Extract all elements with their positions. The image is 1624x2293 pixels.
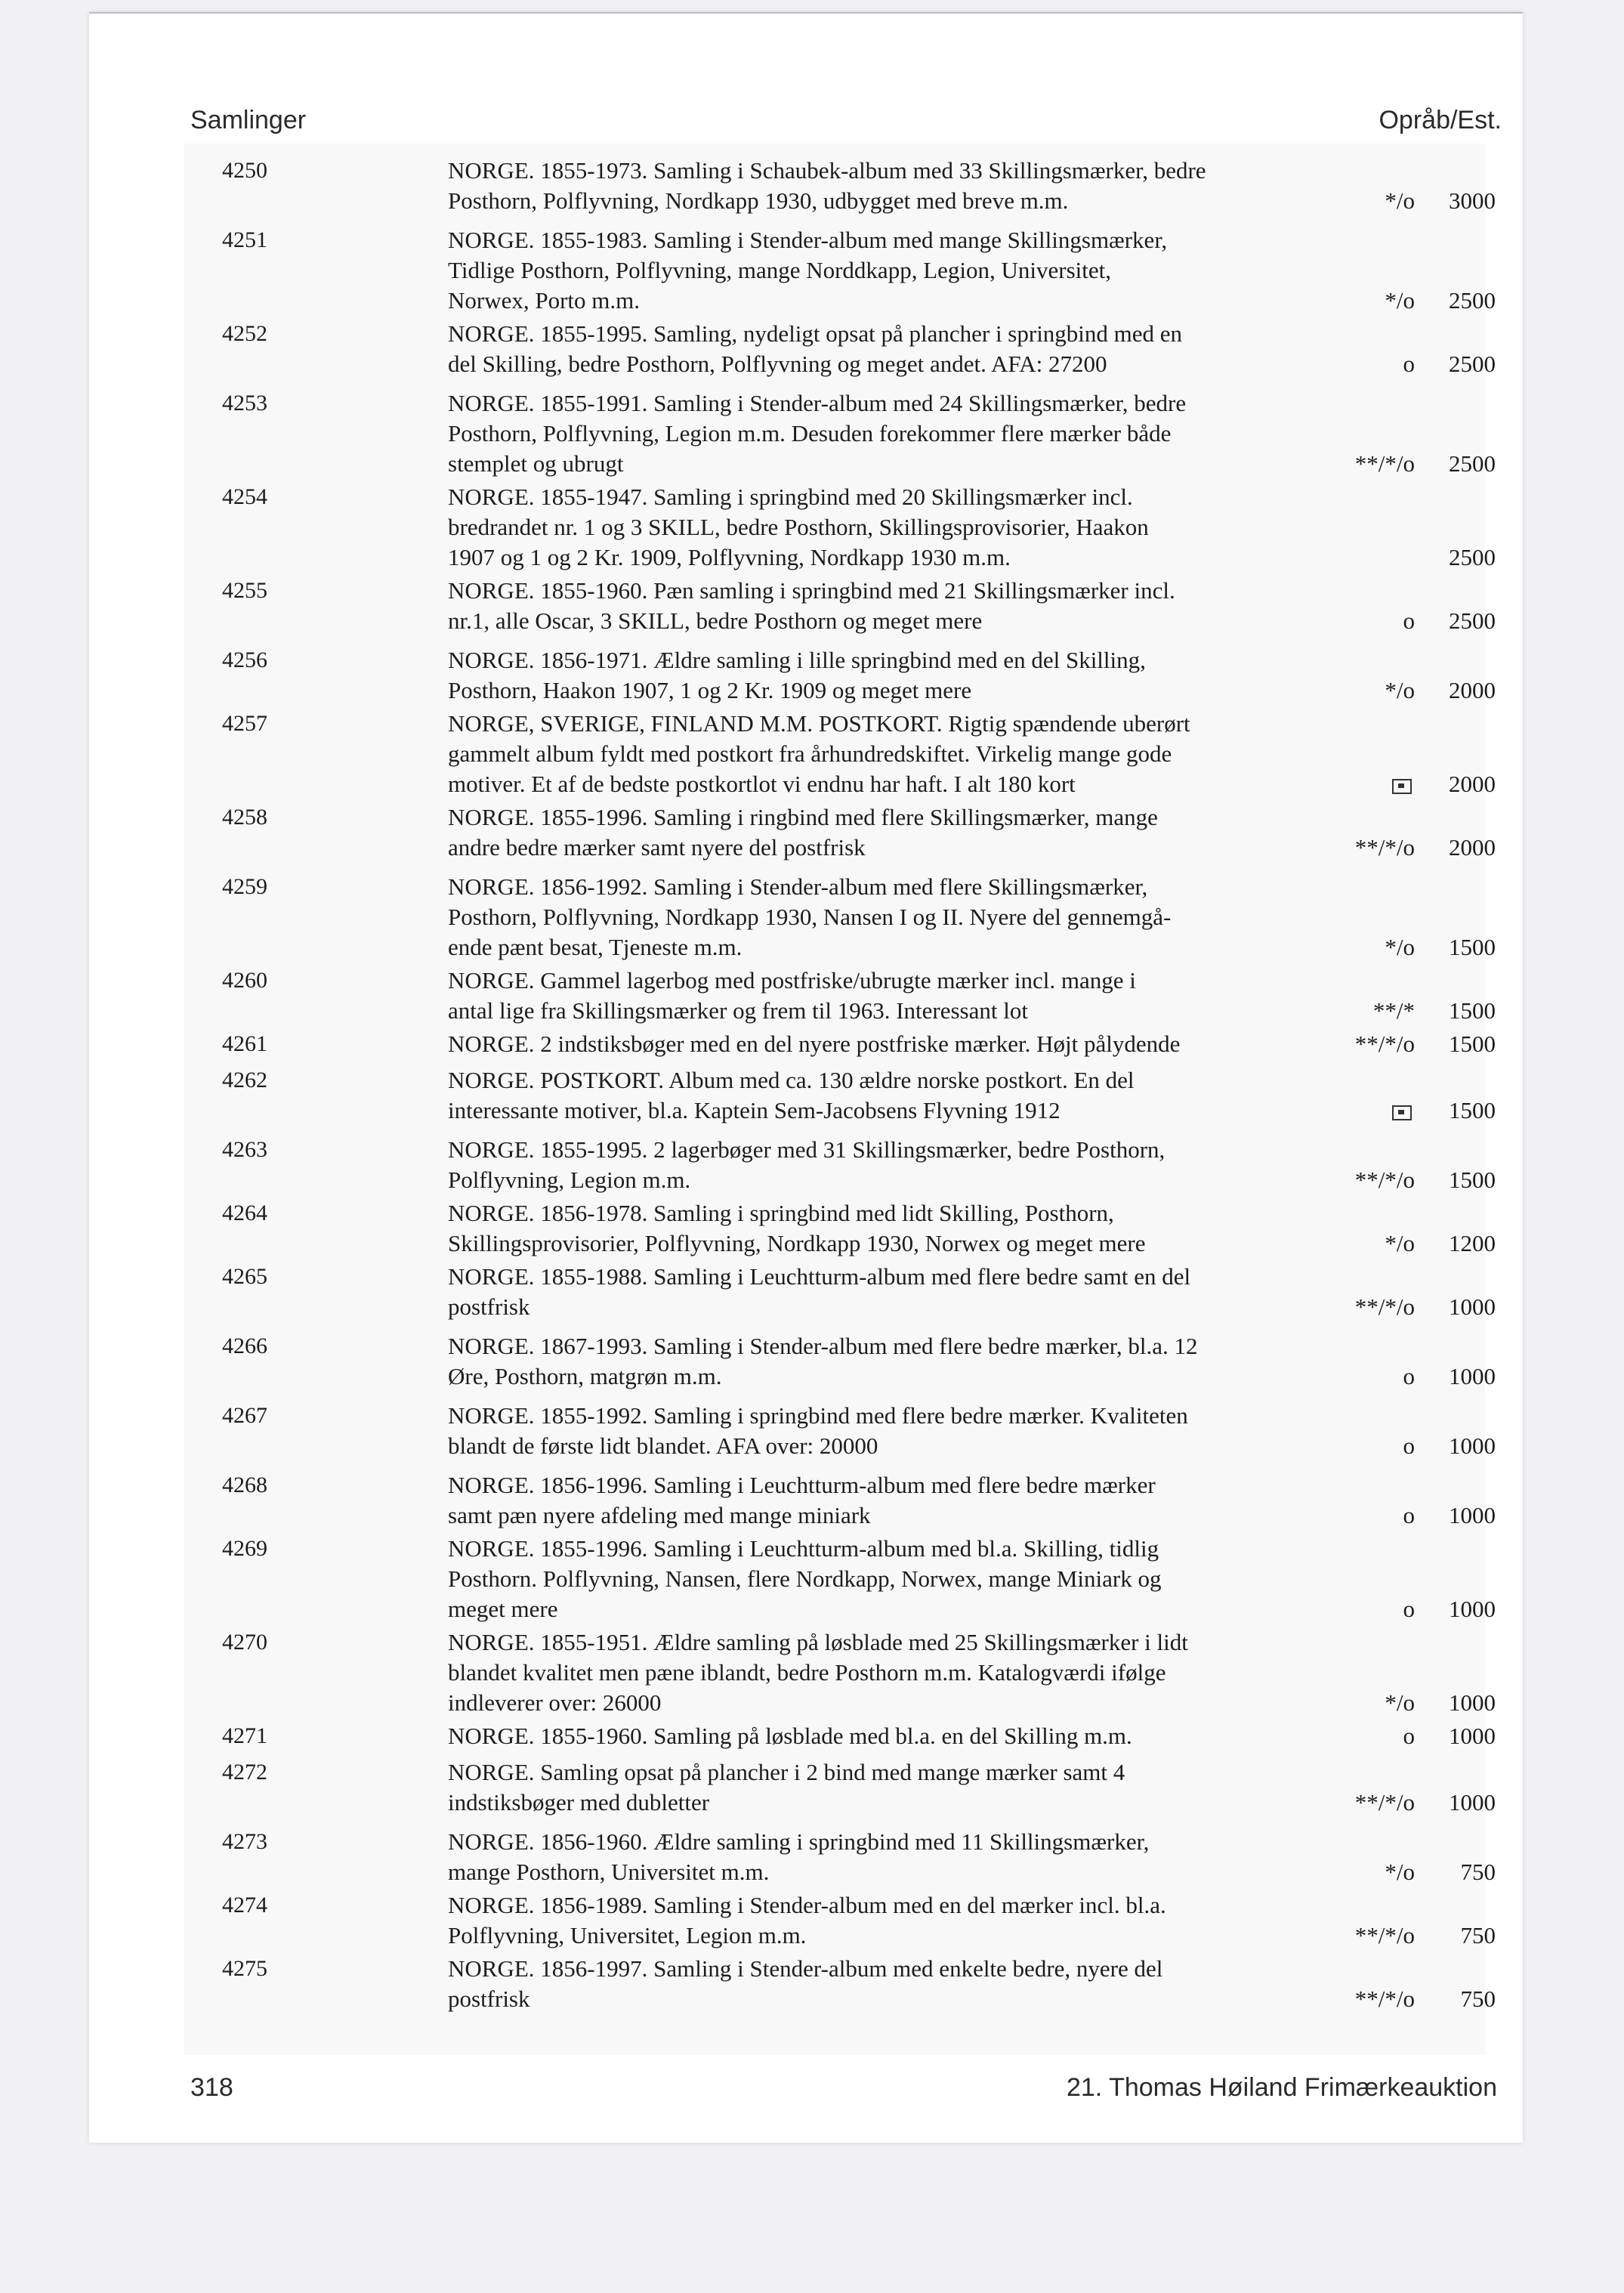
lot-number: 4265 [222, 1264, 267, 1289]
condition-text: */o [1385, 287, 1415, 314]
lot-number: 4268 [222, 1473, 267, 1497]
description-line: NORGE. 1855-1996. Samling i ringbind med flere Skillingsmærker, mange [448, 804, 1158, 830]
estimate-price: 1000 [1449, 1723, 1496, 1749]
condition-text: **/*/o [1354, 450, 1415, 477]
condition-code [1403, 1594, 1416, 1624]
lot-number: 4252 [222, 321, 267, 346]
condition-text: o [1403, 1596, 1415, 1622]
lot-number: 4256 [222, 647, 267, 672]
description-line: gammelt album fyldt med postkort fra århundredskiftet. Virkelig mange gode [448, 740, 1172, 767]
description-line: NORGE. 1855-1947. Samling i springbind med 20 Skillingsmærker incl. [448, 484, 1133, 510]
lot-entry [89, 1757, 1523, 1818]
lot-entry [89, 1721, 1523, 1751]
lot-number: 4263 [222, 1137, 267, 1162]
estimate-price: 3000 [1449, 187, 1496, 214]
lot-entry [89, 1470, 1523, 1531]
description-line: Posthorn, Polflyvning, Legion m.m. Desuden forekommer flere mærker både [448, 420, 1172, 447]
condition-text: o [1403, 1432, 1415, 1459]
catalog-page [89, 12, 1523, 2143]
condition-code [1392, 769, 1415, 799]
condition-text: o [1403, 607, 1415, 634]
description-line: NORGE. 1856-1992. Samling i Stender-album med flere Skillingsmærker, [448, 873, 1148, 900]
estimate-price: 750 [1460, 1986, 1496, 2012]
description-line: NORGE. Gammel lagerbog med postfriske/ubrugte mærker incl. mange i [448, 967, 1136, 994]
condition-code [1403, 1431, 1416, 1461]
condition-code [1403, 1361, 1416, 1392]
description-line: NORGE. 1856-1978. Samling i springbind med lidt Skilling, Posthorn, [448, 1200, 1114, 1226]
description-line: postfrisk [448, 1293, 530, 1320]
lot-number: 4271 [222, 1723, 267, 1748]
condition-text: o [1403, 1502, 1415, 1528]
estimate-price: 1500 [1449, 1097, 1496, 1123]
description-line: NORGE. 1855-1960. Samling på løsblade med bl.a. en del Skilling m.m. [448, 1723, 1132, 1749]
condition-code [1355, 1788, 1415, 1818]
lot-description [448, 576, 1422, 636]
condition-code [1355, 449, 1415, 479]
condition-code [1403, 606, 1416, 636]
estimate-price: 2500 [1449, 450, 1496, 477]
estimate-price: 2000 [1449, 834, 1496, 861]
lot-description [448, 1401, 1422, 1461]
lot-description [448, 1890, 1422, 1951]
lot-description [448, 1470, 1422, 1531]
estimate-price: 1000 [1449, 1502, 1496, 1528]
lot-entry [89, 225, 1523, 316]
lot-number: 4269 [222, 1536, 267, 1561]
lot-entry [89, 872, 1523, 963]
lot-entry [89, 1029, 1523, 1059]
lot-description [448, 1135, 1422, 1195]
lot-description [448, 872, 1422, 963]
condition-text: */o [1385, 1230, 1415, 1256]
estimate-price: 2500 [1449, 351, 1496, 377]
lot-number: 4255 [222, 578, 267, 603]
lot-entry [89, 1954, 1523, 2014]
condition-text: **/* [1372, 997, 1415, 1024]
lot-description [448, 225, 1422, 316]
description-line: blandet kvalitet men pæne iblandt, bedre Posthorn m.m. Katalogværdi ifølge [448, 1659, 1166, 1686]
lot-number: 4253 [222, 391, 267, 416]
lot-number: 4275 [222, 1956, 267, 1981]
condition-code [1385, 286, 1415, 316]
lot-number: 4270 [222, 1630, 267, 1655]
description-line: NORGE. 1856-1996. Samling i Leuchtturm-album med flere bedre mærker [448, 1472, 1156, 1498]
description-line: Posthorn, Polflyvning, Nordkapp 1930, udbygget med breve m.m. [448, 187, 1069, 214]
description-line: NORGE. POSTKORT. Album med ca. 130 ældre norske postkort. En del [448, 1067, 1135, 1093]
condition-text: **/*/o [1354, 1167, 1415, 1193]
lot-entry [89, 1331, 1523, 1392]
lot-description [448, 1954, 1422, 2014]
lot-entry [89, 388, 1523, 479]
condition-text: o [1403, 351, 1415, 377]
lot-description [448, 1534, 1422, 1624]
lot-entry [89, 1065, 1523, 1126]
lot-description [448, 802, 1422, 863]
lot-description [448, 156, 1422, 216]
description-line: 1907 og 1 og 2 Kr. 1909, Polflyvning, Nordkapp 1930 m.m. [448, 544, 1011, 570]
description-line: mange Posthorn, Universitet m.m. [448, 1859, 770, 1885]
lot-number: 4250 [222, 158, 267, 183]
description-line: ende pænt besat, Tjeneste m.m. [448, 934, 743, 960]
lot-entry [89, 802, 1523, 863]
lot-entry [89, 1198, 1523, 1259]
lot-description [448, 709, 1422, 799]
lot-number: 4273 [222, 1829, 267, 1854]
lot-number: 4258 [222, 805, 267, 830]
estimate-price: 1500 [1449, 934, 1496, 960]
description-line: NORGE. 1855-1995. Samling, nydeligt opsat på plancher i springbind med en [448, 320, 1183, 347]
condition-code [1373, 996, 1415, 1026]
estimate-price: 2000 [1449, 677, 1496, 703]
lot-entry [89, 576, 1523, 636]
lot-entry [89, 1401, 1523, 1461]
description-line: NORGE, SVERIGE, FINLAND M.M. POSTKORT. Rigtig spændende uberørt [448, 710, 1190, 737]
lot-number: 4257 [222, 711, 267, 736]
description-line: Norwex, Porto m.m. [448, 287, 641, 314]
lot-description [448, 1262, 1422, 1322]
description-line: NORGE. 1855-1995. 2 lagerbøger med 31 Skillingsmærker, bedre Posthorn, [448, 1136, 1166, 1163]
lot-entry [89, 1890, 1523, 1951]
lot-number: 4254 [222, 484, 267, 509]
condition-text: **/*/o [1354, 1293, 1415, 1320]
estimate-price: 2500 [1449, 607, 1496, 634]
lot-number: 4274 [222, 1893, 267, 1918]
condition-text: */o [1385, 1689, 1415, 1716]
description-line: bredrandet nr. 1 og 3 SKILL, bedre Posthorn, Skillingsprovisorier, Haakon [448, 514, 1149, 540]
lot-number: 4262 [222, 1068, 267, 1092]
estimate-price: 2500 [1449, 544, 1496, 570]
lot-number: 4266 [222, 1333, 267, 1358]
lot-entry [89, 482, 1523, 573]
description-line: Polflyvning, Legion m.m. [448, 1167, 691, 1193]
lot-entry [89, 1135, 1523, 1195]
condition-text: **/*/o [1354, 1789, 1415, 1816]
lot-description [448, 966, 1422, 1026]
description-line: NORGE. 1867-1993. Samling i Stender-album med flere bedre mærker, bl.a. 12 [448, 1333, 1198, 1359]
lot-description [448, 1065, 1422, 1126]
description-line: NORGE. 1855-1973. Samling i Schaubek-album med 33 Skillingsmærker, bedre [448, 157, 1206, 184]
description-line: samt pæn nyere afdeling med mange miniark [448, 1502, 871, 1528]
condition-code [1385, 1857, 1415, 1887]
description-line: del Skilling, bedre Posthorn, Polflyvning og meget andet. AFA: 27200 [448, 351, 1107, 377]
lot-number: 4259 [222, 874, 267, 899]
description-line: nr.1, alle Oscar, 3 SKILL, bedre Posthorn og meget mere [448, 607, 983, 634]
condition-text: **/*/o [1354, 834, 1415, 861]
condition-text: */o [1385, 934, 1415, 960]
condition-text: **/*/o [1354, 1031, 1415, 1057]
lot-number: 4261 [222, 1031, 267, 1056]
estimate-price: 1500 [1449, 1167, 1496, 1193]
estimate-price: 1000 [1449, 1689, 1496, 1716]
lot-number: 4264 [222, 1201, 267, 1225]
condition-code [1385, 675, 1415, 706]
estimate-price: 1000 [1449, 1293, 1496, 1320]
condition-text: */o [1385, 187, 1415, 214]
envelope-icon [1392, 779, 1412, 794]
description-line: NORGE. Samling opsat på plancher i 2 bind med mange mærker samt 4 [448, 1759, 1125, 1785]
condition-text: **/*/o [1354, 1922, 1415, 1948]
section-title: Samlinger [190, 106, 307, 134]
condition-code [1403, 1500, 1416, 1531]
estimate-price: 750 [1460, 1922, 1496, 1948]
lot-description [448, 1757, 1422, 1818]
estimate-price: 1000 [1449, 1363, 1496, 1389]
description-line: antal lige fra Skillingsmærker og frem til 1963. Interessant lot [448, 997, 1028, 1024]
condition-text: o [1403, 1363, 1415, 1389]
condition-code [1403, 1721, 1416, 1751]
condition-code [1385, 186, 1415, 216]
condition-code [1355, 833, 1415, 863]
lot-entry [89, 645, 1523, 706]
description-line: Polflyvning, Universitet, Legion m.m. [448, 1922, 807, 1948]
condition-code [1355, 1292, 1415, 1322]
lot-entry [89, 1534, 1523, 1624]
estimate-price: 1200 [1449, 1230, 1496, 1256]
lot-entry [89, 709, 1523, 799]
description-line: Øre, Posthorn, matgrøn m.m. [448, 1363, 722, 1389]
description-line: andre bedre mærker samt nyere del postfrisk [448, 834, 866, 861]
condition-text: o [1403, 1723, 1415, 1749]
description-line: NORGE. 1855-1988. Samling i Leuchtturm-album med flere bedre samt en del [448, 1263, 1191, 1290]
condition-code [1385, 1688, 1415, 1718]
description-line: NORGE. 1855-1951. Ældre samling på løsblade med 25 Skillingsmærker i lidt [448, 1629, 1188, 1655]
condition-code [1403, 349, 1416, 379]
lot-description [448, 645, 1422, 706]
lot-description [448, 1827, 1422, 1887]
lot-number: 4251 [222, 227, 267, 252]
description-line: Tidlige Posthorn, Polflyvning, mange Norddkapp, Legion, Universitet, [448, 257, 1111, 283]
description-line: stemplet og ubrugt [448, 450, 624, 477]
condition-text: */o [1385, 677, 1415, 703]
lot-description [448, 319, 1422, 379]
condition-text: */o [1385, 1859, 1415, 1885]
lot-description [448, 1029, 1422, 1059]
description-line: indstiksbøger med dubletter [448, 1789, 710, 1816]
estimate-price: 2000 [1449, 771, 1496, 797]
description-line: NORGE. 1855-1996. Samling i Leuchtturm-album med bl.a. Skilling, tidlig [448, 1535, 1159, 1562]
lot-number: 4267 [222, 1403, 267, 1428]
lot-entry [89, 1627, 1523, 1718]
condition-code [1385, 1228, 1415, 1259]
lot-description [448, 1627, 1422, 1718]
description-line: NORGE. 1855-1983. Samling i Stender-album med mange Skillingsmærker, [448, 227, 1168, 253]
description-line: Posthorn, Haakon 1907, 1 og 2 Kr. 1909 og meget mere [448, 677, 972, 703]
condition-code [1392, 1096, 1415, 1126]
envelope-icon [1392, 1105, 1412, 1120]
lot-entry [89, 319, 1523, 379]
description-line: NORGE. 1855-1991. Samling i Stender-album med 24 Skillingsmærker, bedre [448, 390, 1187, 416]
description-line: motiver. Et af de bedste postkortlot vi endnu har haft. I alt 180 kort [448, 771, 1076, 797]
description-line: NORGE. 1856-1971. Ældre samling i lille springbind med en del Skilling, [448, 647, 1146, 673]
description-line: meget mere [448, 1596, 558, 1622]
description-line: interessante motiver, bl.a. Kaptein Sem-Jacobsens Flyvning 1912 [448, 1097, 1061, 1123]
lot-description [448, 1198, 1422, 1259]
lot-number: 4260 [222, 968, 267, 993]
lot-description [448, 1331, 1422, 1392]
estimate-price: 1500 [1449, 1031, 1496, 1057]
description-line: blandt de første lidt blandet. AFA over: 20000 [448, 1432, 878, 1459]
lot-description [448, 482, 1422, 573]
estimate-price: 1500 [1449, 997, 1496, 1024]
lot-entry [89, 966, 1523, 1026]
description-line: indleverer over: 26000 [448, 1689, 662, 1716]
lot-entry [89, 1262, 1523, 1322]
description-line: NORGE. 1855-1960. Pæn samling i springbind med 21 Skillingsmærker incl. [448, 577, 1175, 604]
estimate-price: 1000 [1449, 1789, 1496, 1816]
estimate-price: 750 [1460, 1859, 1496, 1885]
lot-entry [89, 156, 1523, 216]
auction-title: 21. Thomas Høiland Frimærkeauktion [1066, 2073, 1497, 2102]
estimate-price: 2500 [1449, 287, 1496, 314]
condition-code [1355, 1984, 1415, 2014]
description-line: NORGE. 2 indstiksbøger med en del nyere postfriske mærker. Højt pålydende [448, 1031, 1181, 1057]
page-number: 318 [190, 2073, 233, 2102]
lot-number: 4272 [222, 1760, 267, 1785]
description-line: Posthorn, Polflyvning, Nordkapp 1930, Nansen I og II. Nyere del gennemgå- [448, 904, 1172, 930]
estimate-price: 1000 [1449, 1432, 1496, 1459]
condition-code [1385, 932, 1415, 963]
lot-entry [89, 1827, 1523, 1887]
description-line: NORGE. 1856-1989. Samling i Stender-album med en del mærker incl. bl.a. [448, 1892, 1166, 1918]
description-line: NORGE. 1856-1960. Ældre samling i springbind med 11 Skillingsmærker, [448, 1828, 1150, 1855]
column-header-estimate: Opråb/Est. [1379, 106, 1502, 134]
lot-description [448, 1721, 1422, 1751]
estimate-price: 1000 [1449, 1596, 1496, 1622]
condition-code [1355, 1165, 1415, 1195]
condition-text: **/*/o [1354, 1986, 1415, 2012]
condition-code [1355, 1029, 1415, 1059]
description-line: postfrisk [448, 1986, 530, 2012]
description-line: NORGE. 1855-1992. Samling i springbind med flere bedre mærker. Kvaliteten [448, 1402, 1188, 1429]
description-line: Skillingsprovisorier, Polflyvning, Nordkapp 1930, Norwex og meget mere [448, 1230, 1146, 1256]
description-line: Posthorn. Polflyvning, Nansen, flere Nordkapp, Norwex, mange Miniark og [448, 1565, 1162, 1592]
lot-description [448, 388, 1422, 479]
condition-code [1355, 1921, 1415, 1951]
description-line: NORGE. 1856-1997. Samling i Stender-album med enkelte bedre, nyere del [448, 1955, 1163, 1982]
